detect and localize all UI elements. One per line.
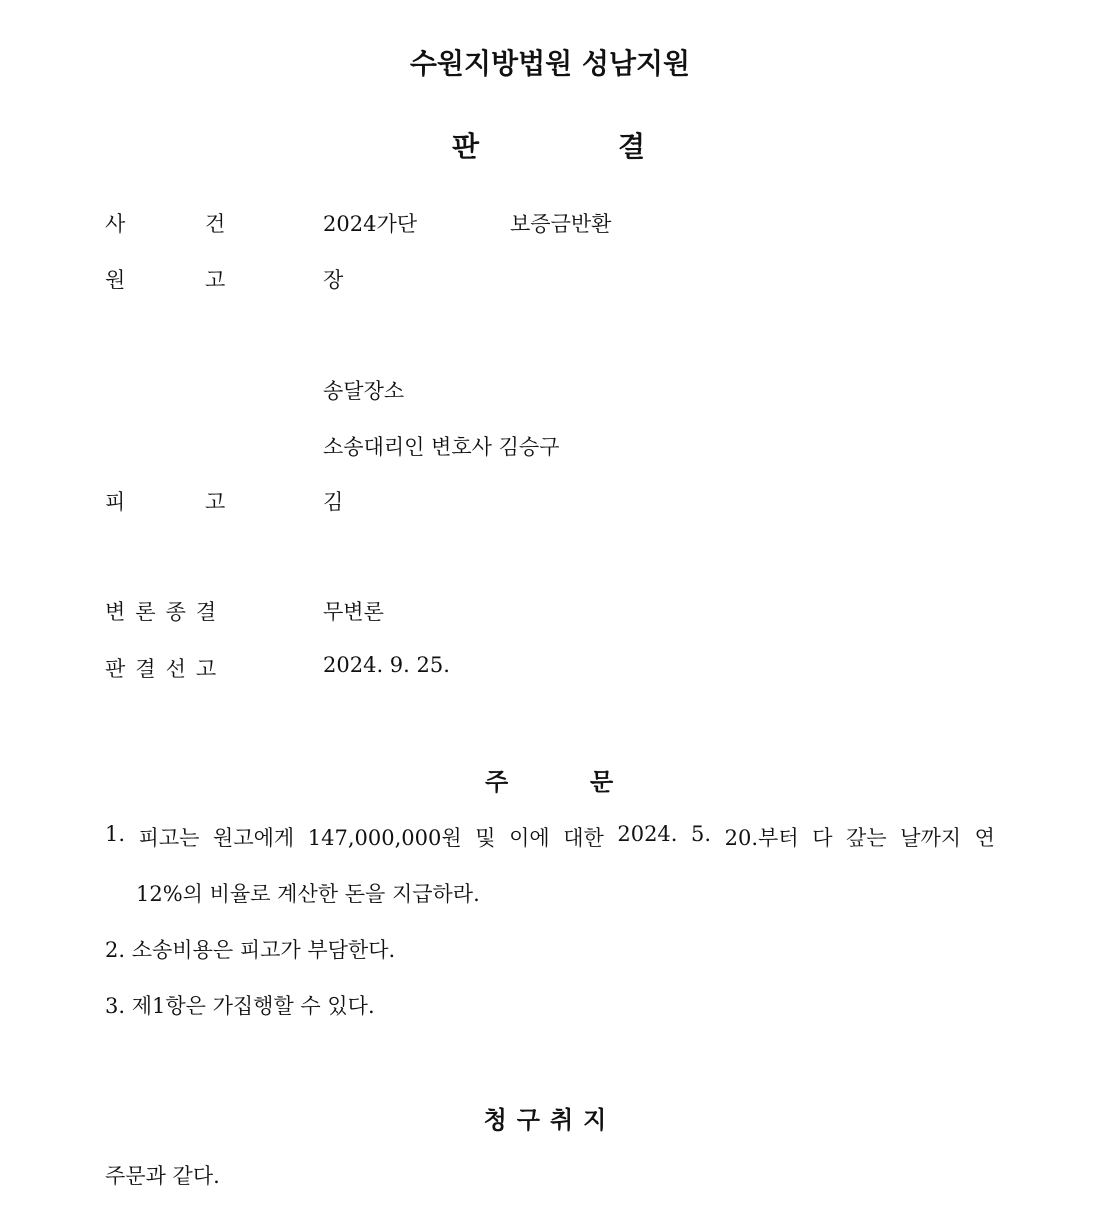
defendant-label-second: 고: [205, 490, 226, 514]
closing-value: 무변론: [323, 600, 384, 624]
defendant-name: 김: [323, 490, 344, 514]
service-address: 송달장소: [323, 379, 405, 403]
order-item-2: 2. 소송비용은 피고가 부담한다.: [105, 938, 396, 962]
plaintiff-label-first: 원: [105, 268, 126, 292]
order-item-1-word: 대한: [563, 826, 604, 850]
order-item-1-line: [105, 822, 995, 852]
attorney: 소송대리인 변호사 김승구: [323, 435, 560, 459]
order-item-1-word: 이에: [509, 826, 550, 850]
order-item-1-word: 1.: [105, 822, 126, 846]
order-item-1-word: 날까지: [900, 826, 962, 850]
plaintiff-name: 장: [323, 268, 344, 292]
order-item-1: [105, 822, 995, 852]
plaintiff-label-second: 고: [205, 268, 226, 292]
order-item-1-word: 연: [974, 826, 995, 850]
order-item-1-word: 2024.: [617, 822, 678, 846]
judgment-label: 판결선고: [105, 657, 227, 681]
order-item-1-word: 및: [475, 826, 496, 850]
order-item-1-word: 피고는: [138, 826, 200, 850]
order-heading-left: 주: [485, 768, 509, 796]
order-heading-right: 문: [590, 768, 614, 796]
case-name: 보증금반환: [510, 212, 612, 236]
order-item-1-continued: 12%의 비율로 계산한 돈을 지급하라.: [136, 882, 480, 906]
document-title-right: 결: [618, 130, 646, 163]
closing-label: 변론종결: [105, 600, 227, 624]
order-item-1-word: 147,000,000원: [307, 826, 462, 850]
case-number: 2024가단: [323, 212, 418, 236]
judgment-date: 2024. 9. 25.: [323, 653, 450, 677]
order-item-1-word: 원고에게: [213, 826, 295, 850]
case-label-first: 사: [105, 212, 126, 236]
claim-body: 주문과 같다.: [105, 1164, 220, 1188]
order-item-1-word: 갚는: [846, 826, 887, 850]
order-item-1-word: 20.부터: [724, 826, 799, 850]
defendant-label-first: 피: [105, 490, 126, 514]
claim-heading: 청구취지: [483, 1106, 617, 1134]
court-name: 수원지방법원 성남지원: [409, 47, 691, 80]
document-title-left: 판: [452, 130, 480, 163]
order-item-1-word: 5.: [691, 822, 712, 846]
order-item-3: 3. 제1항은 가집행할 수 있다.: [105, 994, 375, 1018]
case-label-second: 건: [205, 212, 226, 236]
order-item-1-word: 다: [812, 826, 833, 850]
